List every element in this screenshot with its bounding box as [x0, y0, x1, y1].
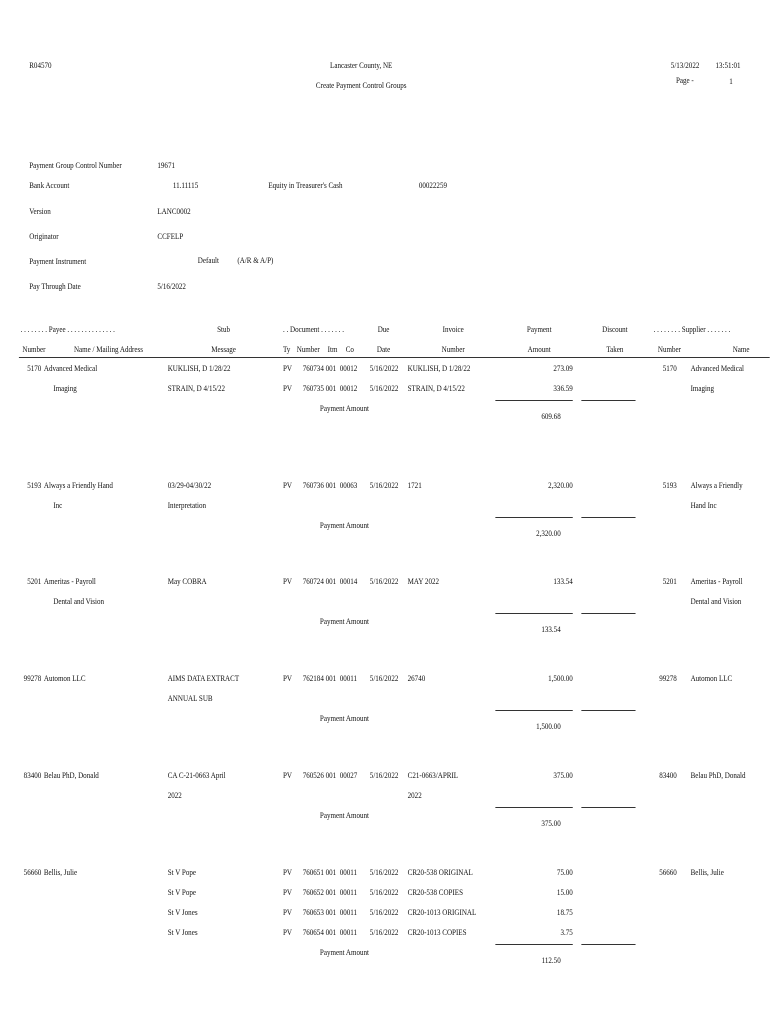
- invoice-number: 26740: [407, 674, 426, 683]
- supplier-name: Belau PhD, Donald: [690, 771, 746, 780]
- payee-name: Ameritas - Payroll: [43, 577, 96, 586]
- invoice-number: CR20-538 ORIGINAL: [407, 868, 473, 877]
- originator-value: CCFELP: [157, 232, 184, 241]
- invoice-number: CR20-538 COPIES: [407, 888, 464, 897]
- payment-total: 609.68: [541, 412, 561, 421]
- payment-amount: 1,500.00: [548, 674, 573, 683]
- stub-message-line-2: ANNUAL SUB: [167, 694, 213, 703]
- payee-number: 5201: [27, 577, 42, 586]
- pay-through-value: 5/16/2022: [157, 282, 186, 291]
- stub-message: St V Jones: [167, 928, 198, 937]
- bank-account-code: 00022259: [418, 181, 447, 190]
- payment-amount: 18.75: [556, 908, 573, 917]
- total-rule: [495, 944, 572, 945]
- payment-amount: 133.54: [553, 577, 573, 586]
- payment-amount-label: Payment Amount: [319, 404, 370, 413]
- supplier-name: Always a Friendly: [690, 481, 743, 490]
- document-type: PV: [282, 888, 292, 897]
- discount-total-rule: [581, 807, 635, 808]
- payee-name: Advanced Medical: [43, 364, 98, 373]
- total-rule: [495, 517, 572, 518]
- supplier-name-line-2: Imaging: [690, 384, 715, 393]
- supplier-name: Advanced Medical: [690, 364, 744, 373]
- originator-label: Originator: [29, 232, 59, 241]
- due-date: 5/16/2022: [369, 577, 399, 586]
- invoice-number: 1721: [407, 481, 422, 490]
- document-header: . . Document . . . . . . .: [282, 325, 344, 334]
- payee-name-line-2: Imaging: [53, 384, 77, 393]
- supplier-header: . . . . . . . . Supplier . . . . . . .: [653, 325, 731, 334]
- payee-number: 5170: [27, 364, 42, 373]
- document-company: 00011: [339, 908, 358, 917]
- document-type: PV: [282, 771, 292, 780]
- supplier-name-line-2: Dental and Vision: [690, 597, 742, 606]
- document-type: PV: [282, 928, 292, 937]
- document-number: 760654 001: [302, 928, 337, 937]
- document-company: 00011: [339, 888, 358, 897]
- total-rule: [495, 710, 572, 711]
- supplier-name: Bellis, Julie: [690, 868, 724, 877]
- payment-instrument-value: Default: [197, 256, 219, 265]
- payment-amount-label: Payment Amount: [319, 948, 370, 957]
- document-company: 00012: [339, 384, 358, 393]
- doc-item-header: Itm: [327, 345, 338, 354]
- stub-message: 03/29-04/30/22: [167, 481, 212, 490]
- payment-amount-label: Payment Amount: [319, 714, 370, 723]
- pay-through-label: Pay Through Date: [29, 282, 81, 291]
- payee-name: Belau PhD, Donald: [43, 771, 99, 780]
- supplier-number: 83400: [659, 771, 677, 780]
- stub-message: AIMS DATA EXTRACT: [167, 674, 240, 683]
- due-date: 5/16/2022: [369, 384, 399, 393]
- invoice-number-header: Number: [441, 345, 465, 354]
- stub-message-line-2: 2022: [167, 791, 182, 800]
- version-label: Version: [29, 207, 51, 216]
- invoice-number-line-2: 2022: [407, 791, 422, 800]
- payee-name: Always a Friendly Hand: [43, 481, 113, 490]
- document-company: 00011: [339, 928, 358, 937]
- payment-amount: 375.00: [553, 771, 573, 780]
- stub-message: KUKLISH, D 1/28/22: [167, 364, 231, 373]
- payment-total: 112.50: [541, 956, 561, 965]
- supplier-number: 99278: [659, 674, 677, 683]
- discount-total-rule: [581, 400, 635, 401]
- control-number-label: Payment Group Control Number: [29, 161, 122, 170]
- payment-total: 2,320.00: [536, 529, 561, 538]
- document-number: 760735 001: [302, 384, 337, 393]
- invoice-header: Invoice: [442, 325, 464, 334]
- supplier-number-header: Number: [657, 345, 681, 354]
- header-rule: [19, 357, 770, 358]
- payee-name-header: Name / Mailing Address: [73, 345, 144, 354]
- document-type: PV: [282, 384, 292, 393]
- payee-number: 83400: [23, 771, 42, 780]
- invoice-number: CR20-1013 ORIGINAL: [407, 908, 477, 917]
- payment-header: Payment: [526, 325, 552, 334]
- document-company: 00012: [339, 364, 358, 373]
- due-date: 5/16/2022: [369, 674, 399, 683]
- total-rule: [495, 807, 572, 808]
- payee-name: Bellis, Julie: [43, 868, 78, 877]
- report-time: 13:51:01: [715, 61, 741, 70]
- report-title: Create Payment Control Groups: [315, 81, 407, 90]
- stub-message: CA C-21-0663 April: [167, 771, 226, 780]
- document-number: 760526 001: [302, 771, 337, 780]
- due-date: 5/16/2022: [369, 908, 399, 917]
- page-number: 1: [729, 77, 733, 86]
- document-company: 00011: [339, 868, 358, 877]
- document-type: PV: [282, 481, 292, 490]
- document-company: 00063: [339, 481, 358, 490]
- stub-message: STRAIN, D 4/15/22: [167, 384, 226, 393]
- invoice-number: C21-0663/APRIL: [407, 771, 459, 780]
- supplier-number: 5170: [662, 364, 677, 373]
- control-number-value: 19671: [157, 161, 175, 170]
- payee-header: . . . . . . . . Payee . . . . . . . . . . . . . .: [20, 325, 115, 334]
- payment-amount: 2,320.00: [548, 481, 573, 490]
- document-company: 00014: [339, 577, 358, 586]
- payment-total: 375.00: [541, 819, 561, 828]
- invoice-number: KUKLISH, D 1/28/22: [407, 364, 471, 373]
- supplier-number: 5201: [662, 577, 677, 586]
- payment-amount-label: Payment Amount: [319, 521, 370, 530]
- payment-amount: 273.09: [553, 364, 573, 373]
- payment-amount-header: Amount: [527, 345, 551, 354]
- due-date: 5/16/2022: [369, 481, 399, 490]
- due-date: 5/16/2022: [369, 771, 399, 780]
- invoice-number: STRAIN, D 4/15/22: [407, 384, 465, 393]
- supplier-name: Ameritas - Payroll: [690, 577, 743, 586]
- payment-instrument-label: Payment Instrument: [29, 257, 87, 266]
- payee-number: 56660: [23, 868, 42, 877]
- total-rule: [495, 613, 572, 614]
- payment-total: 1,500.00: [536, 722, 561, 731]
- total-rule: [495, 400, 572, 401]
- payee-number-header: Number: [22, 345, 46, 354]
- document-type: PV: [282, 577, 292, 586]
- supplier-name-line-2: Hand Inc: [690, 501, 717, 510]
- discount-taken-header: Taken: [606, 345, 624, 354]
- doc-number-header: Number: [296, 345, 320, 354]
- payment-amount: 336.59: [553, 384, 573, 393]
- document-number: 760653 001: [302, 908, 337, 917]
- document-number: 760734 001: [302, 364, 337, 373]
- document-type: PV: [282, 868, 292, 877]
- due-date: 5/16/2022: [369, 364, 399, 373]
- document-company: 00027: [339, 771, 358, 780]
- invoice-number: CR20-1013 COPIES: [407, 928, 467, 937]
- payment-amount: 15.00: [556, 888, 573, 897]
- report-date: 5/13/2022: [670, 61, 700, 70]
- stub-header: Stub: [217, 325, 231, 334]
- document-company: 00011: [339, 674, 358, 683]
- payment-total: 133.54: [541, 625, 561, 634]
- payment-amount: 75.00: [556, 868, 573, 877]
- document-type: PV: [282, 908, 292, 917]
- due-date-header: Date: [376, 345, 391, 354]
- stub-message-line-2: Interpretation: [167, 501, 207, 510]
- due-date: 5/16/2022: [369, 888, 399, 897]
- stub-message: St V Pope: [167, 868, 197, 877]
- invoice-number: MAY 2022: [407, 577, 440, 586]
- payee-name-line-2: Inc: [53, 501, 63, 510]
- page-label: Page -: [675, 76, 694, 85]
- payee-number: 99278: [23, 674, 42, 683]
- supplier-number: 56660: [659, 868, 677, 877]
- bank-account-description: Equity in Treasurer's Cash: [268, 181, 343, 190]
- payment-amount-label: Payment Amount: [319, 811, 370, 820]
- document-number: 760724 001: [302, 577, 337, 586]
- discount-total-rule: [581, 613, 635, 614]
- payment-amount-label: Payment Amount: [319, 617, 370, 626]
- payment-amount: 3.75: [560, 928, 573, 937]
- document-type: PV: [282, 674, 292, 683]
- discount-total-rule: [581, 517, 635, 518]
- doc-company-header: Co: [345, 345, 354, 354]
- doc-type-header: Ty: [282, 345, 291, 354]
- discount-header: Discount: [602, 325, 628, 334]
- report-id: R04570: [29, 61, 52, 70]
- supplier-name: Automon LLC: [690, 674, 733, 683]
- stub-message: May COBRA: [167, 577, 207, 586]
- discount-total-rule: [581, 710, 635, 711]
- document-number: 760736 001: [302, 481, 337, 490]
- document-number: 760652 001: [302, 888, 337, 897]
- payee-name: Automon LLC: [43, 674, 86, 683]
- supplier-name-header: Name: [732, 345, 750, 354]
- payee-name-line-2: Dental and Vision: [53, 597, 105, 606]
- stub-message-header: Message: [211, 345, 236, 354]
- due-header: Due: [377, 325, 390, 334]
- stub-message: St V Jones: [167, 908, 198, 917]
- bank-account-label: Bank Account: [29, 181, 70, 190]
- payee-number: 5193: [27, 481, 42, 490]
- discount-total-rule: [581, 944, 635, 945]
- organization-name: Lancaster County, NE: [330, 61, 393, 70]
- document-number: 760651 001: [302, 868, 337, 877]
- version-value: LANC0002: [157, 207, 191, 216]
- document-type: PV: [282, 364, 292, 373]
- stub-message: St V Pope: [167, 888, 197, 897]
- due-date: 5/16/2022: [369, 868, 399, 877]
- payment-instrument-note: (A/R & A/P): [237, 256, 274, 265]
- due-date: 5/16/2022: [369, 928, 399, 937]
- document-number: 762184 001: [302, 674, 337, 683]
- bank-account-value: 11.11115: [172, 181, 199, 190]
- supplier-number: 5193: [662, 481, 677, 490]
